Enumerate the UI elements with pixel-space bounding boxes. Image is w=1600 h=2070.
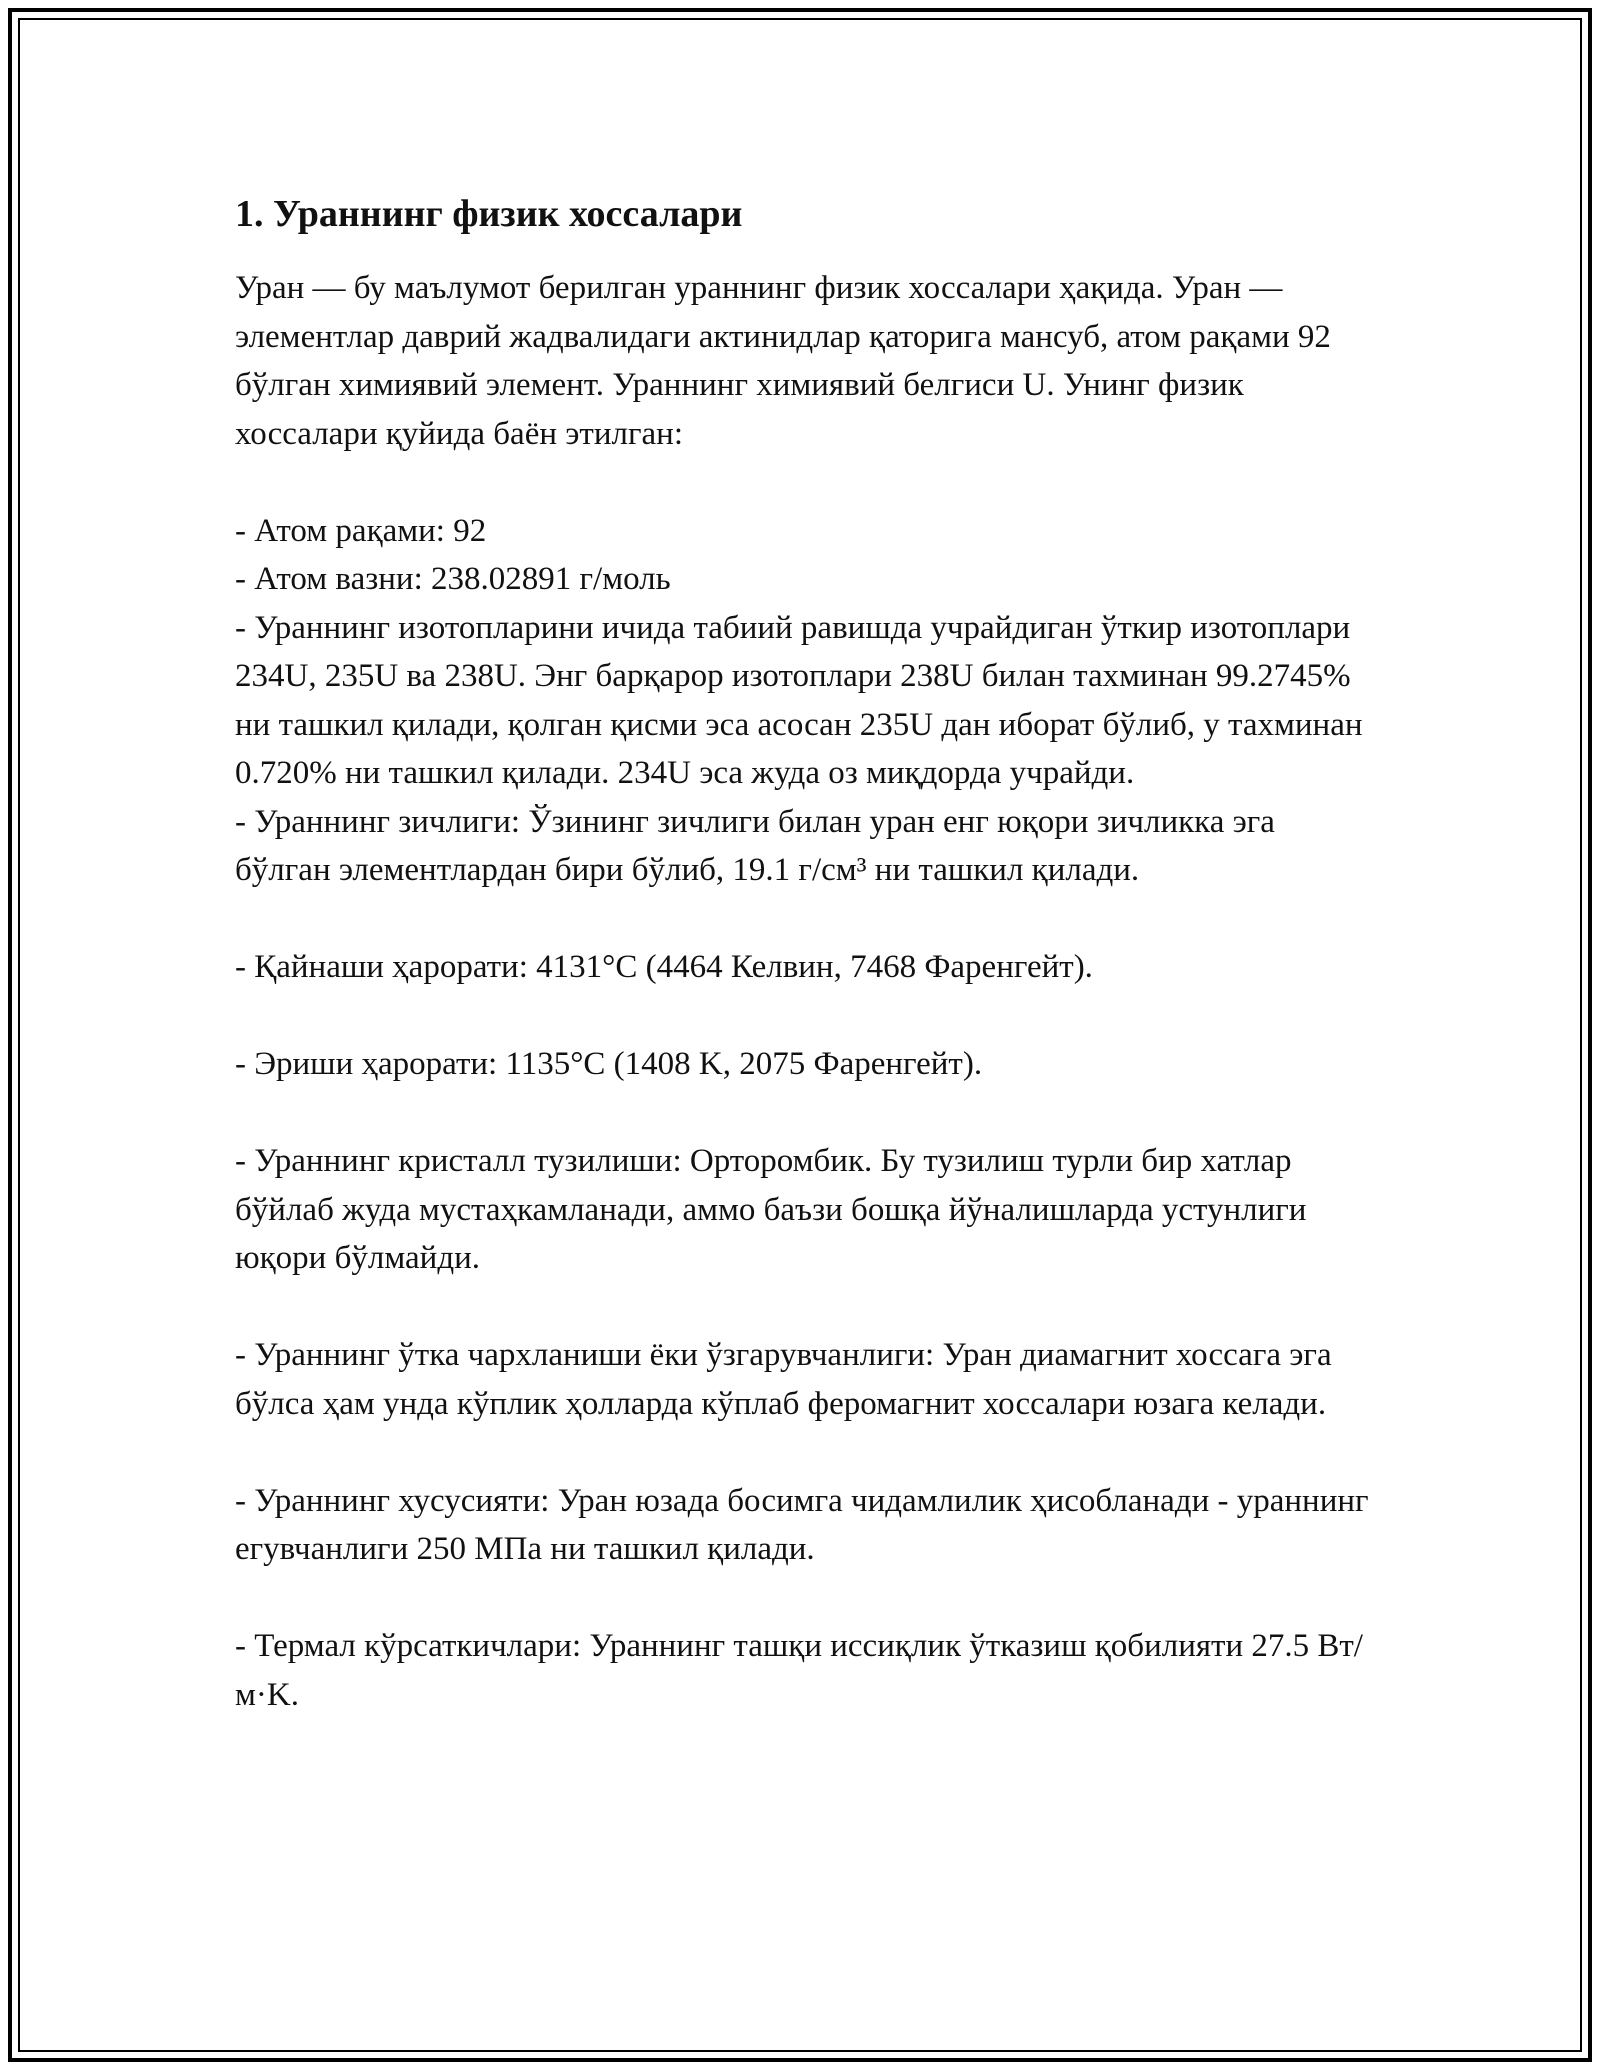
paragraph-spacer <box>235 895 1375 944</box>
atomic-weight-item: - Атом вазни: 238.02891 г/моль <box>235 561 671 597</box>
paragraph-spacer <box>235 1574 1375 1623</box>
boiling-point-item: - Қайнаши ҳарорати: 4131°C (4464 Келвин, 7468 Фаренгейт). <box>235 949 1093 985</box>
paragraph-spacer <box>235 1428 1375 1477</box>
document-body <box>235 186 1375 1719</box>
paragraph-spacer <box>235 1089 1375 1138</box>
paragraph-spacer <box>235 1283 1375 1332</box>
paragraph-spacer <box>235 992 1375 1041</box>
melting-point-item: - Эриши ҳарорати: 1135°C (1408 K, 2075 Фаренгейт). <box>235 1046 983 1082</box>
intro-paragraph: Уран — бу маълумот берилган ураннинг физик хоссалари ҳақида. Уран — элементлар даврий жадвалидаги актинидлар қаторига мансуб, атом рақами 92 бўлган химиявий элемент. Ураннинг химиявий белгиси U. Унинг физик хоссалари қуйида баён этилган: <box>235 270 1331 452</box>
thermal-item: - Термал кўрсаткичлари: Ураннинг ташқи иссиқлик ўтказиш қобилияти 27.5 Вт/м·K. <box>235 1628 1363 1713</box>
crystal-structure-item: - Ураннинг кристалл тузилиши: Орторомбик. Бу тузилиш турли бир хатлар бўйлаб жуда мустаҳкамланади, аммо баъзи бошқа йўналишларда устунлиги юқори бўлмайди. <box>235 1143 1307 1276</box>
paragraph-spacer <box>235 458 1375 507</box>
section-heading: 1. Ураннинг физик хоссалари <box>235 193 743 235</box>
density-item: - Ураннинг зичлиги: Ўзининг зичлиги билан уран енг юқори зичликка эга бўлган элементлардан бири бўлиб, 19.1 г/см³ ни ташкил қилади. <box>235 803 1275 888</box>
magnetism-item: - Ураннинг ўтка чархланиши ёки ўзгарувчанлиги: Уран диамагнит хоссага эга бўлса ҳам унда кўплик ҳолларда кўплаб феромагнит хоссалари юзага келади. <box>235 1337 1332 1422</box>
isotopes-item: - Ураннинг изотопларини ичида табиий равишда учрайдиган ўткир изотоплари 234U, 235U ва 238U. Энг барқарор изотоплари 238U билан тахминан 99.2745% ни ташкил қилади, қолган қисми эса асосан 235U дан иборат бўлиб, у тахминан 0.720% ни ташкил қилади. 234U эса жуда оз миқдорда учрайди. <box>235 609 1363 791</box>
atomic-number-item: - Атом рақами: 92 <box>235 512 487 549</box>
property-item: - Ураннинг хусусияти: Уран юзада босимга чидамлилик ҳисобланади - ураннинг егувчанлиги 250 МПа ни ташкил қилади. <box>235 1482 1369 1567</box>
